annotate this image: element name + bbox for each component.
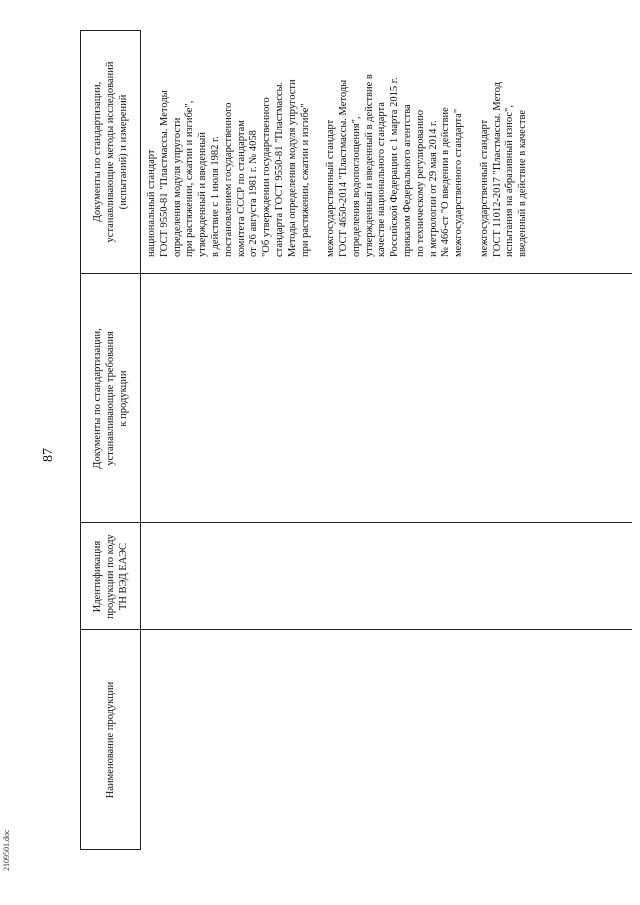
header-method-standards: Документы по стандартизации, устанавливающие методы исследований (испытаний) и измерений: [91, 61, 129, 243]
column-divider-3: [80, 273, 632, 274]
text-line: "Об утверждении государственного: [261, 97, 273, 257]
text-line: определения водопоглощения",: [350, 116, 362, 257]
text-line: утвержденный и введенный: [197, 132, 209, 257]
page-number: 87: [41, 448, 56, 462]
text-line: № 466-ст "О введении в действие: [440, 107, 452, 257]
text-line: и метрологии от 29 мая 2014 г.: [427, 120, 439, 257]
text-line: определения модуля упругости: [171, 117, 183, 257]
text-line: ГОСТ 4650-2014 "Пластмассы. Методы: [337, 79, 349, 257]
text-line: введенный в действие в качестве: [517, 109, 529, 257]
text-line: Методы определения модуля упругости: [286, 79, 298, 257]
document-reference: 2109501.doc: [2, 829, 11, 871]
text-line: межгосударственный стандарт: [325, 119, 337, 257]
header-tnved-code: Идентификация продукции по коду ТН ВЭД ЕАЭС: [91, 534, 129, 619]
text-line: утвержденный и введенный в действие в: [363, 74, 375, 257]
table-top-border: [80, 30, 81, 850]
standards-table: [80, 30, 632, 850]
text-line: по техническому регулированию: [414, 109, 426, 257]
column-divider-1: [80, 629, 632, 630]
text-line: при растяжении, сжатии и изгибе": [299, 103, 311, 257]
text-line: качестве национального стандарта: [376, 102, 388, 257]
text-line: стандарта ГОСТ 9550-81 "Пластмассы.: [273, 81, 285, 257]
text-line: приказом Федерального агентства: [401, 104, 413, 257]
text-line: в действие с 1 июля 1982 г.: [209, 136, 221, 257]
text-line: межгосударственный стандарт: [478, 119, 490, 257]
text-line: испытания на абразивный износ",: [504, 105, 516, 257]
text-line: Российской Федерации с 1 марта 2015 г.: [389, 77, 401, 257]
header-requirement-standards: Документы по стандартизации, устанавливающие требования к продукции: [91, 328, 129, 469]
text-line: ГОСТ 11012-2017 "Пластмассы. Метод: [491, 81, 503, 257]
text-line: при растяжении, сжатии и изгибе",: [184, 100, 196, 257]
table-right-border: [80, 30, 140, 31]
column-divider-2: [80, 522, 632, 523]
text-line: постановлением государственного: [222, 102, 234, 257]
standard-entry-gost-4650: [325, 37, 466, 257]
text-line: от 26 августа 1981 г. № 4058: [248, 130, 260, 257]
header-divider: [140, 30, 141, 850]
text-line: национальный стандарт: [146, 149, 157, 257]
standard-entry-gost-11012: [479, 37, 530, 257]
standard-entry-gost-9550: [146, 37, 312, 257]
text-line: межгосударственного стандарта": [453, 108, 465, 257]
methods-cell: [146, 37, 530, 257]
text-line: комитета СССР по стандартам: [235, 120, 247, 257]
table-left-border: [80, 849, 140, 850]
header-product-name: Наименование продукции: [104, 681, 116, 799]
text-line: ГОСТ 9550-81 "Пластмассы. Методы: [158, 90, 170, 257]
